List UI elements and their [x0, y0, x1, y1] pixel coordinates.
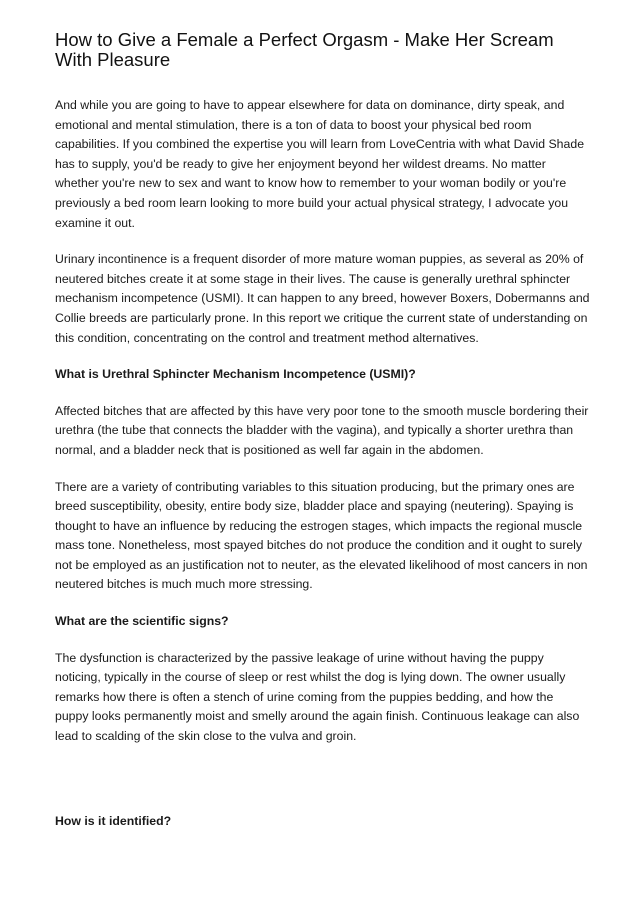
- intro-paragraph-2: Urinary incontinence is a frequent disorder of more mature woman puppies, as several as 20% of neutered bitches create it at some stage in their lives. The cause is generally urethral sphincter mechanism incompetence (USMI). It can happen to any breed, however Boxers, Dobermanns and Collie breeds are particularly prone. In this report we critique the current state of understanding on this condition, concentrating on the control and treatment method alternatives.: [55, 252, 590, 345]
- document-title: How to Give a Female a Perfect Orgasm - Make Her Scream With Pleasure: [55, 29, 554, 70]
- section-heading-signs: What are the scientific signs?: [55, 614, 229, 629]
- usmi-paragraph-2: There are a variety of contributing variables to this situation producing, but the primary ones are breed susceptibility, obesity, entire body size, bladder place and spaying (neutering). Spaying is thought to have an influence by reducing the estrogen stages, which impacts the regional muscle mass tone. Nonetheless, most spayed bitches do not produce the condition and it ought to surely not be employed as an justification not to neuter, as the elevated likelihood of most cancers in non neutered bitches is much much more stressing.: [55, 479, 588, 592]
- section-heading-usmi: What is Urethral Sphincter Mechanism Incompetence (USMI)?: [55, 367, 416, 382]
- intro-paragraph-1: And while you are going to have to appear elsewhere for data on dominance, dirty speak, and emotional and mental stimulation, there is a ton of data to boost your physical bed room capabilities. If you combined the expertise you will learn from LoveCentria with what David Shade has to supply, you'd be ready to give her enjoyment beyond her wildest dreams. No matter whether you're new to sex and want to know how to remember to your woman bodily or you're previously a bed room learn looking to more build your actual physical strategy, I advocate you examine it out.: [55, 98, 585, 230]
- blank-space: [55, 764, 588, 812]
- signs-paragraph-1: The dysfunction is characterized by the passive leakage of urine without having the puppy noticing, typically in the course of sleep or rest whilst the dog is lying down. The owner usually remarks how there is often a stench of urine coming from the puppies bedding, and how the puppy looks permanently moist and smelly around the again finish. Continuous leakage can also lead to scalding of the skin close to the vulva and groin.: [55, 650, 580, 744]
- section-heading-identified: How is it identified?: [55, 813, 172, 828]
- usmi-paragraph-1: Affected bitches that are affected by this have very poor tone to the smooth muscle bordering their urethra (the tube that connects the bladder with the vagina), and typically a shorter urethra than normal, and a bladder neck that is positioned as well far again in the abdomen.: [55, 403, 589, 457]
